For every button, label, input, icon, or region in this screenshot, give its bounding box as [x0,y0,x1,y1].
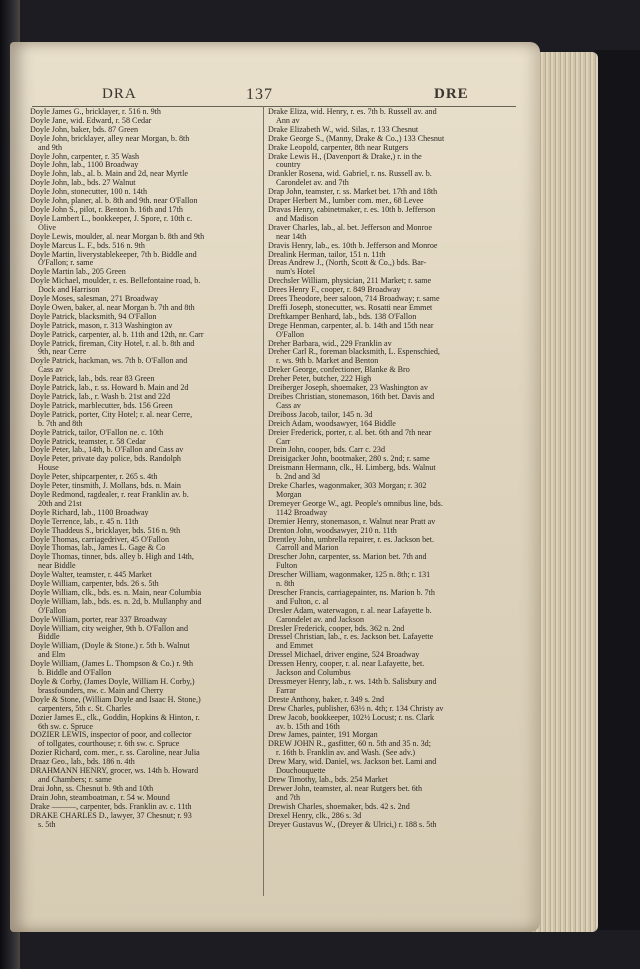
entry-continuation: and Fulton, c. al [276,596,329,606]
entry-text: Dressen Henry, cooper, r. al. near Lafayette, bet. [268,659,425,669]
directory-entry [268,170,496,188]
directory-entry [30,411,258,429]
running-head-right: DRE [434,86,469,102]
entry-text: Dreffi Joseph, stonecutter, ws. Rosatti near Emmet [268,302,433,312]
entry-text: Doyle Jane, wid. Edward, r. 58 Cedar [30,115,152,125]
entry-text: Doyle Redmond, ragdealer, r. rear Franklin av. b. [30,489,189,499]
directory-entry [268,206,496,224]
directory-entry [268,393,496,411]
entry-text: Doyle Lambert L., bookkeeper, J. Spore, r. 10th c. [30,213,193,223]
directory-entry [30,714,258,732]
entry-text: Drake Elizabeth W., wid. Silas, r. 133 Chesnut [268,124,419,134]
entry-text: Drees Theodore, beer saloon, 714 Broadway; r. same [268,294,440,304]
entry-continuation: 1142 Broadway [276,507,328,517]
entry-continuation: Fulton [276,561,298,571]
entry-text: Doyle & Stone, (William Doyle and Isaac H. Stone,) [30,694,201,704]
directory-entry [30,767,258,785]
directory-page [10,42,540,932]
entry-continuation: and 7th [276,792,301,802]
entry-continuation: Carondelet av. and 7th [276,178,349,188]
entry-continuation: Carondelet av. and Jackson [276,614,365,624]
directory-entry [30,135,258,153]
entry-text: Doyle William, carpenter, bds. 26 s. 5th [30,579,159,589]
entry-text: Dreyer Gustavus W., (Dreyer & Ulrici,) r. 188 s. 5th [268,819,437,829]
directory-entry [268,500,496,518]
entry-text: Doyle Patrick, blacksmith, 94 O'Fallon [30,311,157,321]
directory-entry [268,553,496,571]
directory-entry [30,251,258,269]
entry-text: Doyle John, lab., 1100 Broadway [30,160,139,170]
entry-text: Doyle John, carpenter, r. 35 Wash [30,151,140,161]
entry-text: Drap John, teamster, r. ss. Market bet. 17th and 18th [268,187,438,197]
entry-continuation: av. b. 15th and 16th [276,721,340,731]
entry-text: Doyle Patrick, lab., r. Wash b. 21st and 22d [30,392,171,401]
entry-text: Dresler Adam, waterwagon, r. al. near Lafayette b. [268,605,432,615]
directory-entry [30,553,258,571]
entry-text: Dressel Michael, driver engine, 524 Broadway [268,650,420,660]
directory-entry [30,731,258,749]
entry-continuation: House [38,463,59,473]
entry-text: Doyle John, bricklayer, alley near Morgan, b. 8th [30,133,190,143]
entry-text: Doyle Thomas, carriagedriver, 45 O'Fallon [30,534,169,544]
entry-text: Doyle Patrick, lab., bds. rear 83 Green [30,374,155,384]
directory-entry [30,660,258,678]
directory-entry [30,678,258,696]
directory-entry [30,491,258,509]
entry-text: Dreher Barbara, wid., 229 Franklin av [268,338,392,348]
entry-text: Doyle John, lab., bds. 27 Walnut [30,178,136,188]
directory-entry [268,740,496,758]
entry-text: Drake ———, carpenter, bds. Franklin av. c. 11th [30,801,192,811]
entry-text: Drake Leopold, carpenter, 8th near Rutgers [268,142,409,152]
directory-entry [268,758,496,776]
entry-continuation: 6th sw. c. Spruce [38,721,93,731]
page-number: 137 [246,86,273,103]
directory-entry [30,215,258,233]
entry-text: Dressmeyer Henry, lab., r. ws. 14th b. Salisbury and [268,677,437,686]
column-divider [263,106,264,896]
directory-entry [268,660,496,678]
directory-entry [30,357,258,375]
entry-continuation: O'Fallon; r. same [38,258,94,268]
entry-text: Doyle William, (Doyle & Stone.) r. 5th b. Walnut [30,641,190,651]
entry-text: Dreisigacker John, bootmaker, 280 s. 2nd; r. same [268,454,430,464]
entry-text: Doyle John, planer, al. b. 8th and 9th. near O'Fallon [30,196,198,206]
entry-text: Drege Henman, carpenter, al. b. 14th and 15th near [268,320,434,330]
entry-text: Doyle Patrick, teamster, r. 58 Cedar [30,436,146,446]
entry-continuation: Morgan [276,489,302,499]
entry-text: Dravas Henry, cabinetmaker, r. es. 10th b. Jefferson [268,204,436,214]
entry-text: Drew Mary, wid. Daniel, ws. Jackson bet. Lami and [268,757,437,767]
directory-entry [268,633,496,651]
entry-continuation: and Emmet [276,641,314,651]
directory-entry [268,607,496,625]
entry-text: Doyle William, porter, rear 337 Broadway [30,614,167,624]
entry-text: Drein John, cooper, bds. Carr c. 23d [268,445,386,455]
entry-text: Drechsler William, physician, 211 Market; r. same [268,276,432,286]
directory-entry [268,259,496,277]
entry-text: Draaz Geo., lab., bds. 186 n. 4th [30,757,135,767]
entry-text: Drewer John, teamster, al. near Rutgers bet. 6th [268,783,423,793]
entry-text: Dozier Richard, com. mer., r. ss. Caroline, near Julia [30,748,200,758]
entry-text: Drew Timothy, lab., bds. 254 Market [268,774,388,784]
entry-continuation: and Chambers; r. same [38,774,112,784]
entry-continuation: of tollgates, courthouse; r. 6th sw. c. Spruce [38,739,180,749]
entry-text: Dreher Carl R., foreman blacksmith, L. Espenschied, [268,347,440,357]
directory-entry [268,785,496,803]
directory-entry [30,642,258,660]
running-head-left: DRA [102,86,137,102]
entry-text: Doyle William, (James L. Thompson & Co.) r. 9th [30,659,194,669]
entry-text: Drenton John, woodsawyer, 210 n. 11th [268,525,397,535]
entry-text: Drealink Herman, tailor, 151 n. 11th [268,249,386,259]
entry-continuation: carpenters, 5th c. St. Charles [38,703,131,713]
directory-entry [268,108,496,126]
entry-text: Doyle Michael, moulder, r. es. Bellefontaine road, b. [30,276,201,286]
entry-text: Doyle Richard, lab., 1100 Broadway [30,507,149,517]
directory-entry [268,429,496,447]
entry-text: Drescher Francis, carriagepainter, ns. Marion b. 7th [268,587,435,597]
entry-continuation: b. Biddle and O'Fallon [38,668,112,678]
entry-text: Drew James, painter, 191 Morgan [268,730,378,740]
directory-entry [30,625,258,643]
entry-text: Dreiberger Joseph, shoemaker, 23 Washington av [268,383,428,393]
entry-continuation: near Biddle [38,561,76,571]
entry-continuation: brassfounders, nw. c. Main and Cherry [38,685,164,695]
entry-text: Doyle John S., pilot, r. Benton b. 16th and 17th [30,204,183,214]
entry-text: Doyle John, lab., al. b. Main and 2d, near Myrtle [30,169,189,179]
entry-text: Dremeyer George W., agt. People's omnibus line, bds. [268,498,443,508]
entry-text: Dozier James E., clk., Goddin, Hopkins & Hinton, r. [30,712,200,722]
entry-text: DRAKE CHARLES D., lawyer, 37 Chesnut; r. 93 [30,810,192,820]
entry-text: Dreich Adam, woodsawyer, 164 Biddle [268,418,396,428]
entry-text: Drees Henry F., cooper, r. 849 Broadway [268,285,401,295]
entry-text: Doyle Moses, salesman, 271 Broadway [30,294,159,304]
entry-text: Doyle Patrick, lab., r. ss. Howard b. Main and 2d [30,383,189,393]
entry-text: Drewish Charles, shoemaker, bds. 42 s. 2nd [268,801,410,811]
entry-text: Doyle Patrick, carpenter, al. b. 11th and 12th, nr. Carr [30,329,204,339]
right-column [268,108,496,829]
directory-entry [268,821,496,830]
entry-continuation: country [276,160,301,170]
entry-text: Doyle William, city weigher, 9th b. O'Fallon and [30,623,189,633]
entry-text: Dreibes Christian, stonemason, 16th bet. Davis and [268,392,435,401]
entry-text: DOZIER LEWIS, inspector of poor, and collector [30,730,192,740]
entry-text: Drai John, ss. Chesnut b. 9th and 10th [30,783,154,793]
entry-continuation: Ann av [276,115,300,125]
entry-text: Doyle William, lab., bds. es. n. 2d, b. Mullanphy and [30,596,202,606]
directory-entry [268,224,496,242]
entry-text: Drankler Rosena, wid. Gabriel, r. ns. Russell av. b. [268,169,432,179]
entry-text: Drescher John, carpenter, ss. Marion bet. 7th and [268,552,427,562]
entry-text: Drain John, steamboatman, r. 54 w. Mound [30,792,170,802]
directory-entry [268,348,496,366]
entry-continuation: r. ws. 9th b. Market and Benton [276,356,379,366]
entry-text: Dravis Henry, lab., es. 10th b. Jefferson and Monroe [268,240,438,250]
entry-text: Dreke Charles, wagonmaker, 303 Morgan; r. 302 [268,481,427,491]
directory-entry [30,696,258,714]
entry-text: Doyle Owen, baker, al. near Morgan b. 7th and 8th [30,302,195,312]
entry-continuation: Douchouquette [276,766,326,776]
directory-entry [268,536,496,554]
entry-text: Dreker George, confectioner, Blanke & Bro [268,365,410,375]
entry-text: Doyle Lewis, moulder, al. near Morgan b. 8th and 9th [30,231,205,241]
entry-continuation: r. 16th b. Franklin av. and Wash. (See adv.) [276,748,416,758]
entry-text: Dresler Frederick, cooper, bds. 362 n. 2nd [268,623,405,633]
entry-continuation: s. 5th [38,819,56,829]
entry-text: DRAHMANN HENRY, grocer, ws. 14th b. Howard [30,766,199,776]
entry-text: Draper Herbert M., lumber com. mer., 68 Levee [268,196,424,206]
entry-text: Doyle Patrick, fireman, City Hotel, r. al. b. 8th and [30,338,195,348]
entry-text: Doyle Peter, private day police, bds. Randolph [30,454,181,464]
left-column [30,108,258,829]
entry-text: Doyle & Corby, (James Doyle, William H. Corby,) [30,677,195,686]
entry-text: Doyle Marcus L. F., bds. 516 n. 9th [30,240,145,250]
entry-text: Dreftkamper Benhard, lab., bds. 138 O'Fallon [268,311,417,321]
entry-continuation: 9th, near Cerre [38,347,87,357]
directory-entry [30,340,258,358]
entry-text: Drake Eliza, wid. Henry, r. es. 7th b. Russell av. and [268,107,437,116]
entry-text: Doyle Martin, liverystablekeeper, 7th b. Biddle and [30,249,197,259]
entry-text: Doyle Patrick, mason, r. 313 Washington av [30,320,173,330]
entry-text: Doyle Thaddeus S., bricklayer, bds. 516 n. 9th [30,525,181,535]
entry-continuation: and Madison [276,213,319,223]
entry-continuation: Olive [38,222,56,232]
directory-entry [268,482,496,500]
entry-continuation: Farrar [276,685,296,695]
directory-entry [268,714,496,732]
entry-text: Drentley John, umbrella repairer, r. es. Jackson bet. [268,534,434,544]
entry-text: Drake George S., (Manny, Drake & Co.,) 133 Chesnut [268,133,445,143]
directory-entry [268,571,496,589]
entry-continuation: Jackson and Columbus [276,668,351,678]
directory-entry [268,589,496,607]
entry-text: Dreas Andrew J., (North, Scott & Co.,) bds. Bar- [268,258,427,268]
directory-entry [268,464,496,482]
directory-entry [268,153,496,171]
entry-continuation: 20th and 21st [38,498,82,508]
entry-text: Drew Charles, publisher, 63½ n. 4th; r. 134 Christy av [268,703,444,713]
entry-continuation: b. 2nd and 3d [276,472,321,482]
entry-text: Doyle John, stonecutter, 100 n. 14th [30,187,148,197]
entry-text: Doyle William, clk., bds. es. n. Main, near Columbia [30,587,202,597]
directory-entry [268,322,496,340]
entry-continuation: near 14th [276,231,307,241]
directory-entry [268,678,496,696]
entry-continuation: O'Fallon [38,605,66,615]
directory-entry [30,598,258,616]
entry-text: Doyle Terrence, lab., r. 45 n. 11th [30,516,139,526]
entry-text: Dreher Peter, butcher, 222 High [268,374,372,384]
entry-text: Doyle James G., bricklayer, r. 516 n. 9th [30,107,161,116]
entry-text: Dressel Christian, lab., r. es. Jackson bet. Lafayette [268,632,434,642]
entry-text: Drexel Henry, clk., 286 s. 3d [268,810,362,820]
entry-text: Dreste Anthony, baker, r. 349 s. 2nd [268,694,385,704]
entry-text: Doyle Patrick, marblecutter, bds. 156 Green [30,400,173,410]
entry-text: DREW JOHN R., gasfitter, 60 n. 5th and 35 n. 3d; [268,739,431,749]
entry-text: Doyle Walter, teamster, r. 445 Market [30,570,152,580]
entry-text: Doyle Patrick, porter, City Hotel; r. al. near Cerre, [30,409,193,419]
entry-text: Drew Jacob, bookkeeper, 102½ Locust; r. ns. Clark [268,712,435,722]
entry-text: Draver Charles, lab., al. bet. Jefferson and Monroe [268,222,432,232]
entry-text: Doyle Thomas, lab., James L. Gage & Co [30,543,166,553]
directory-entry [30,455,258,473]
entry-text: Drake Lewis H., (Davenport & Drake,) r. in the [268,151,422,161]
entry-text: Dreier Frederick, porter, r. al. bet. 6th and 7th near [268,427,432,437]
directory-entry [30,812,258,830]
directory-entry [30,277,258,295]
entry-text: Doyle Peter, lab., 14th, b. O'Fallon and Cass av [30,445,184,455]
entry-continuation: Biddle [38,632,60,642]
entry-continuation: O'Fallon [276,329,304,339]
entry-text: Drescher William, wagonmaker, 125 n. 8th; r. 131 [268,570,431,580]
entry-text: Dremier Henry, stonemason, r. Walnut near Pratt av [268,516,436,526]
entry-continuation: Cass av [276,400,301,410]
entry-text: Dreismann Hermann, clk., H. Limberg, bds. Walnut [268,463,436,473]
entry-text: Doyle Patrick, tailor, O'Fallon ne. c. 10th [30,427,164,437]
entry-continuation: b. 7th and 8th [38,418,83,428]
entry-continuation: Carroll and Marion [276,543,339,553]
entry-continuation: n. 8th [276,579,295,589]
entry-continuation: num's Hotel [276,267,316,277]
entry-continuation: and 9th [38,142,63,152]
entry-continuation: Cass av [38,365,63,375]
entry-text: Doyle Patrick, hackman, ws. 7th b. O'Fallon and [30,356,188,366]
entry-continuation: and Elm [38,650,66,660]
book-back-cover [594,50,640,930]
entry-text: Doyle Thomas, tinner, bds. alley b. High and 14th, [30,552,194,562]
entry-text: Doyle Peter, tinsmith, J. Mollans, bds. n. Main [30,481,181,491]
entry-continuation: Dock and Harrison [38,285,100,295]
entry-text: Doyle Martin lab., 205 Green [30,267,126,277]
entry-continuation: Carr [276,436,291,446]
entry-text: Dreiboss Jacob, tailor, 145 n. 3d [268,409,373,419]
entry-text: Doyle John, baker, bds. 87 Green [30,124,139,134]
entry-text: Doyle Peter, shipcarpenter, r. 265 s. 4th [30,472,158,482]
